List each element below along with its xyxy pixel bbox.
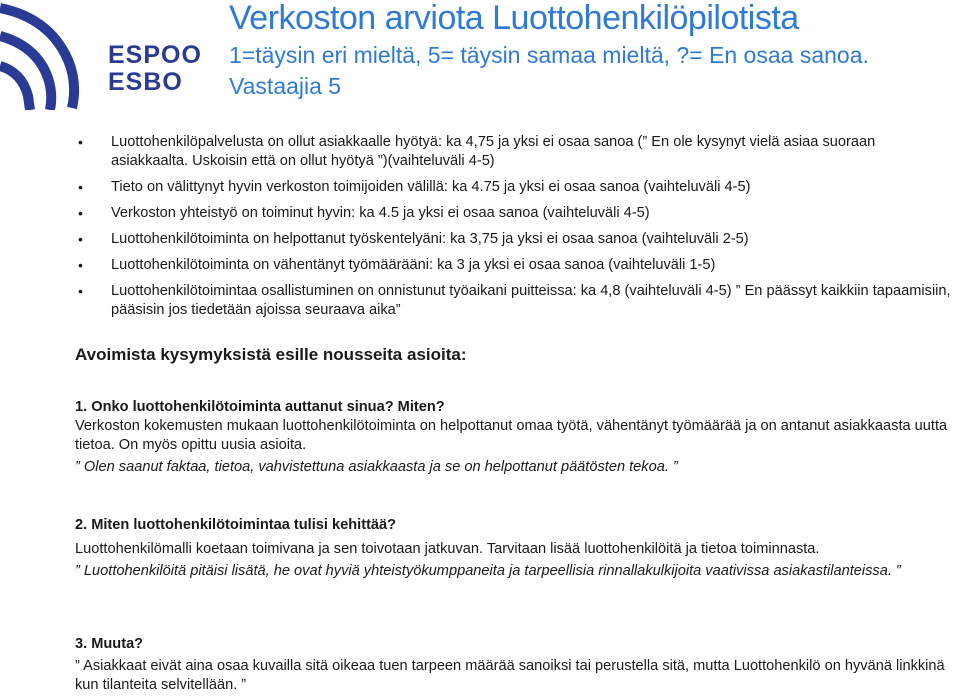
espoo-wave-icon: [0, 0, 105, 110]
list-item: [74, 133, 954, 171]
quote-2: ” Luottohenkilöitä pitäisi lisätä, he ovat hyviä yhteistyökumppaneita ja tarpeellisia rinnallakulkijoita vaativissa asiakastilanteissa. ”: [75, 563, 901, 579]
list-item-text: Luottohenkilötoimintaa osallistuminen on onnistunut työaikani puitteissa: ka 4,8 (vaihteluväli 4-5) ” En päässyt kaikkiin tapaamisiin, pääsisin jos tiedetään ajoissa seuraava aika”: [111, 283, 951, 318]
list-item: [74, 204, 954, 223]
respondent-count: Vastaajia 5: [229, 73, 342, 99]
question-2-section: [75, 516, 960, 581]
bullet-icon: •: [78, 179, 83, 195]
answer-1: Verkoston kokemusten mukaan luottohenkilötoiminta on helpottanut omaa työtä, vähentänyt työmäärää ja on antanut asiakkaasta uutta tietoa. On myös opittu uusia asioita.: [75, 418, 948, 453]
espoo-logo: [0, 0, 200, 110]
list-item-text: Luottohenkilötoiminta on helpottanut työskentelyäni: ka 3,75 ja yksi ei osaa sanoa (vaihteluväli 2-5): [111, 231, 749, 247]
open-questions-heading: Avoimista kysymyksistä esille nousseita asioita:: [75, 345, 467, 364]
question-3-section: [75, 635, 960, 695]
list-item-text: Verkoston yhteistyö on toiminut hyvin: ka 4.5 ja yksi ei osaa sanoa (vaihteluväli 4-5): [111, 205, 650, 221]
bullet-icon: •: [78, 257, 83, 273]
list-item: [74, 282, 954, 320]
question-2: 2. Miten luottohenkilötoimintaa tulisi kehittää?: [75, 517, 397, 533]
list-item-text: Luottohenkilöpalvelusta on ollut asiakkaalle hyötyä: ka 4,75 ja yksi ei osaa sanoa (” En ole kysynyt vielä asiaa suoraan asiakkaalta. Uskoisin että on ollut hyötyä ”)(vaihteluväli 4-5): [111, 134, 876, 169]
logo-text-espoo: ESPOO: [108, 41, 202, 69]
survey-results-list: [74, 133, 954, 327]
bullet-icon: •: [78, 205, 83, 221]
question-3: 3. Muuta?: [75, 636, 144, 652]
question-1: 1. Onko luottohenkilötoiminta auttanut sinua? Miten?: [75, 399, 445, 415]
answer-2: Luottohenkilömalli koetaan toimivana ja sen toivotaan jatkuvan. Tarvitaan lisää luottohenkilöitä ja tietoa toiminnasta.: [75, 541, 820, 557]
quote-1: ” Olen saanut faktaa, tietoa, vahvistettuna asiakkaasta ja se on helpottanut päätösten tekoa. ”: [75, 459, 678, 475]
bullet-icon: •: [78, 134, 83, 150]
list-item: [74, 256, 954, 275]
list-item: [74, 178, 954, 197]
bullet-icon: •: [78, 231, 83, 247]
list-item-text: Tieto on välittynyt hyvin verkoston toimijoiden välillä: ka 4.75 ja yksi ei osaa sanoa (vaihteluväli 4-5): [111, 179, 751, 195]
bullet-icon: •: [78, 283, 83, 299]
page-title: Verkoston arviota Luottohenkilöpilotista: [229, 0, 799, 37]
question-1-section: [75, 398, 960, 477]
answer-3: ” Asiakkaat eivät aina osaa kuvailla sitä oikeaa tuen tarpeen määrää sanoiksi tai perustella sitä, mutta Luottohenkilö on hyvänä linkkinä kun tilanteita selvitellään. ”: [75, 658, 945, 693]
list-item-text: Luottohenkilötoiminta on vähentänyt työmäärääni: ka 3 ja yksi ei osaa sanoa (vaihteluväli 1-5): [111, 257, 716, 273]
list-item: [74, 230, 954, 249]
logo-text-esbo: ESBO: [108, 68, 183, 96]
scale-description: 1=täysin eri mieltä, 5= täysin samaa mieltä, ?= En osaa sanoa.: [229, 42, 869, 68]
